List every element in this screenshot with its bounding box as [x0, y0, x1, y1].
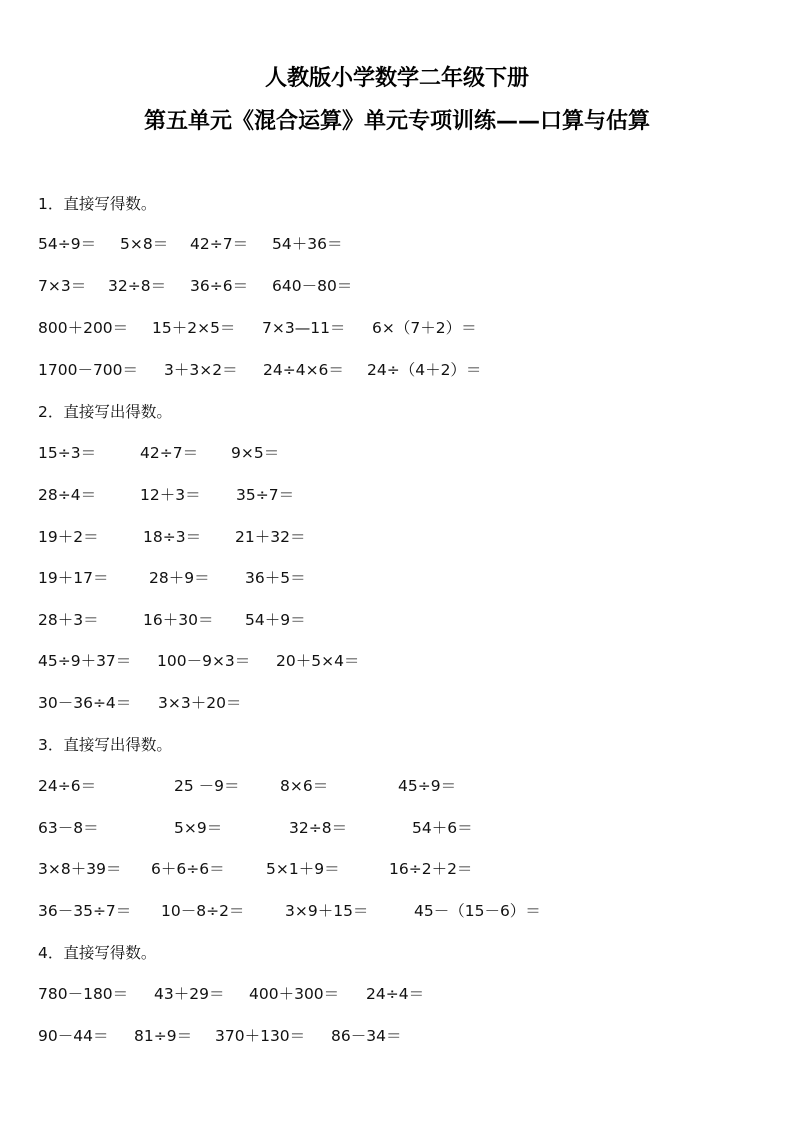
problem: 32÷8＝: [108, 277, 167, 295]
problem: 19＋2＝: [38, 528, 99, 546]
problem: 86－34＝: [331, 1027, 402, 1045]
problem: 36＋5＝: [245, 569, 306, 587]
problem: 5×9＝: [174, 819, 223, 837]
problem: 45－（15－6）＝: [414, 902, 541, 920]
problem: 6＋6÷6＝: [151, 860, 225, 878]
problem: 36－35÷7＝: [38, 902, 132, 920]
problem: 42÷7＝: [140, 444, 199, 462]
section-3-heading: 3．直接写出得数。: [38, 736, 172, 754]
problem: 28＋9＝: [149, 569, 210, 587]
problem: 43＋29＝: [154, 985, 225, 1003]
problem: 9×5＝: [231, 444, 280, 462]
problem: 54÷9＝: [38, 235, 97, 253]
problem: 5×8＝: [120, 235, 169, 253]
problem: 81÷9＝: [134, 1027, 193, 1045]
problem: 90－44＝: [38, 1027, 109, 1045]
problem: 45÷9＋37＝: [38, 652, 132, 670]
problem: 400＋300＝: [249, 985, 340, 1003]
problem: 30－36÷4＝: [38, 694, 132, 712]
problem: 16＋30＝: [143, 611, 214, 629]
problem: 7×3＝: [38, 277, 87, 295]
problem: 54＋36＝: [272, 235, 343, 253]
problem: 19＋17＝: [38, 569, 109, 587]
problem: 12＋3＝: [140, 486, 201, 504]
problem: 780－180＝: [38, 985, 129, 1003]
problem: 15÷3＝: [38, 444, 97, 462]
problem: 3＋3×2＝: [164, 361, 238, 379]
problem: 54＋9＝: [245, 611, 306, 629]
problem: 800＋200＝: [38, 319, 129, 337]
problem: 3×3＋20＝: [158, 694, 242, 712]
problem: 18÷3＝: [143, 528, 202, 546]
problem: 21＋32＝: [235, 528, 306, 546]
problem: 1700－700＝: [38, 361, 139, 379]
problem: 15＋2×5＝: [152, 319, 236, 337]
problem: 8×6＝: [280, 777, 329, 795]
problem: 24÷6＝: [38, 777, 97, 795]
problem: 42÷7＝: [190, 235, 249, 253]
problem: 3×9＋15＝: [285, 902, 369, 920]
section-4-heading: 4．直接写得数。: [38, 944, 157, 962]
section-1-heading: 1．直接写得数。: [38, 195, 157, 213]
problem: 640－80＝: [272, 277, 353, 295]
problem: 24÷（4＋2）＝: [367, 361, 482, 379]
document-subtitle: 第五单元《混合运算》单元专项训练——口算与估算: [143, 109, 650, 134]
problem: 5×1＋9＝: [266, 860, 340, 878]
section-2-heading: 2．直接写出得数。: [38, 403, 172, 421]
problem: 6×（7＋2）＝: [372, 319, 477, 337]
problem: 3×8＋39＝: [38, 860, 122, 878]
problem: 28÷4＝: [38, 486, 97, 504]
problem: 28＋3＝: [38, 611, 99, 629]
problem: 32÷8＝: [289, 819, 348, 837]
problem: 10－8÷2＝: [161, 902, 245, 920]
problem: 35÷7＝: [236, 486, 295, 504]
problem: 25 －9＝: [174, 777, 240, 795]
problem: 20＋5×4＝: [276, 652, 360, 670]
problem: 24÷4＝: [366, 985, 425, 1003]
document-title: 人教版小学数学二年级下册: [264, 66, 529, 91]
problem: 16÷2＋2＝: [389, 860, 473, 878]
problem: 63－8＝: [38, 819, 99, 837]
problem: 7×3—11＝: [262, 319, 346, 337]
problem: 370＋130＝: [215, 1027, 306, 1045]
problem: 45÷9＝: [398, 777, 457, 795]
problem: 24÷4×6＝: [263, 361, 344, 379]
problem: 36÷6＝: [190, 277, 249, 295]
problem: 100－9×3＝: [157, 652, 251, 670]
problem: 54＋6＝: [412, 819, 473, 837]
